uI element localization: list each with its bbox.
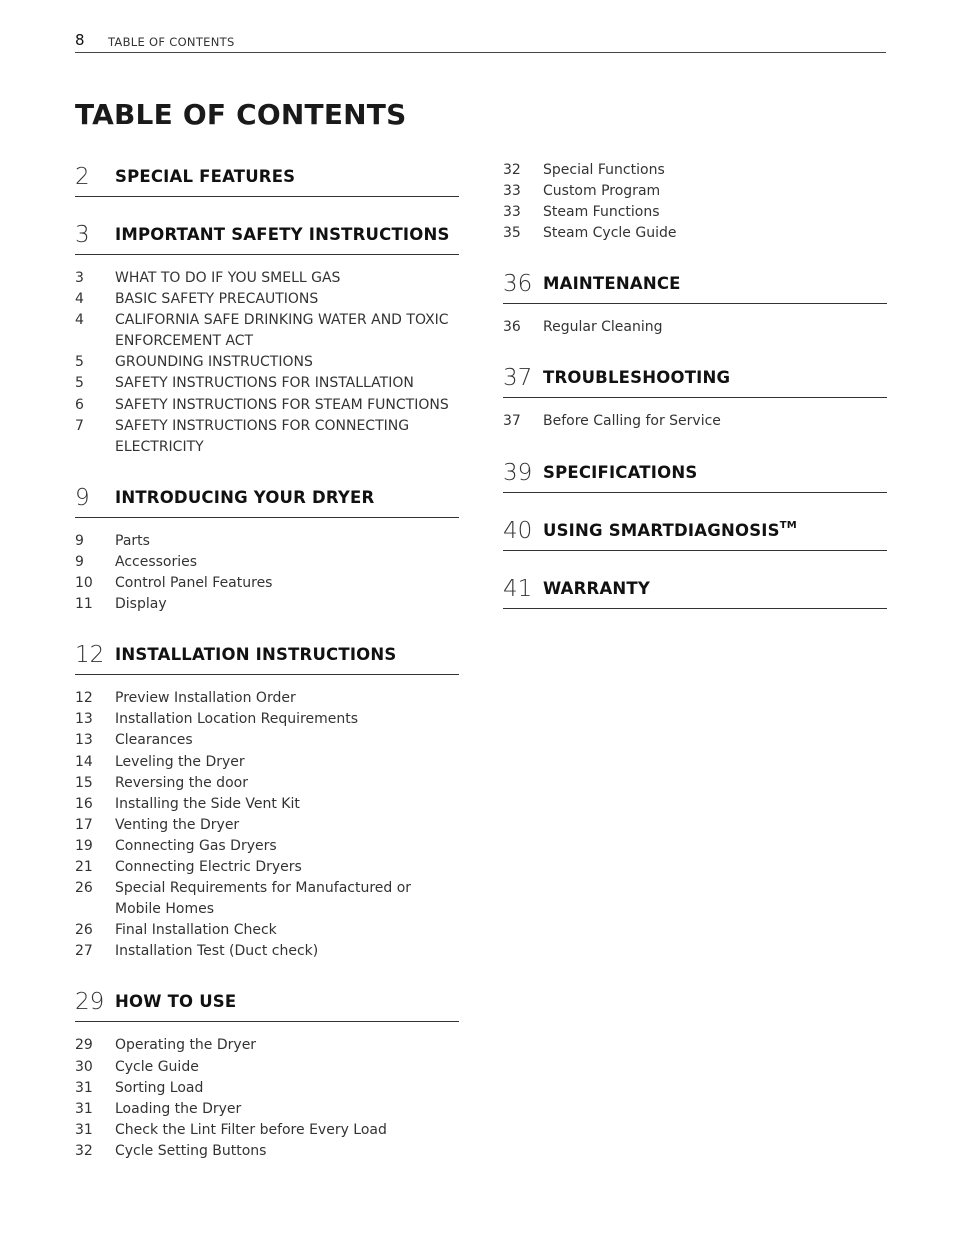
toc-section [503,572,887,630]
entry-title: Reversing the door [115,774,248,791]
toc-entry[interactable] [75,941,459,962]
section-title [543,578,650,608]
entry-page-number: 29 [75,1037,93,1054]
section-entry-list [75,1035,459,1162]
entry-title: Special Requirements for Manufactured or Mobile Homes [115,880,412,918]
entry-page-number: 3 [75,270,84,286]
entry-page-number: 31 [75,1121,93,1138]
entry-page-number: 9 [75,532,84,549]
section-page-number: 39 [503,459,533,486]
toc-entry[interactable] [75,594,459,615]
page-title: TABLE OF CONTENTS [75,98,407,131]
section-entry-list [75,688,459,962]
spacer [75,615,459,638]
toc-entry[interactable] [75,1057,459,1078]
toc-entry[interactable] [75,310,459,352]
toc-left-column [75,160,459,1185]
entry-page-number: 13 [75,732,93,749]
toc-entry[interactable] [75,878,459,920]
entry-page-number: 36 [503,319,521,336]
section-page-number: 12 [75,642,105,669]
entry-title: SAFETY INSTRUCTIONS FOR STEAM FUNCTIONS [115,396,449,413]
section-title [543,462,697,492]
section-title [115,166,295,196]
page-number: 8 [75,31,85,49]
section-title [115,224,450,254]
entry-title: WHAT TO DO IF YOU SMELL GAS [115,270,341,286]
spacer [503,244,887,267]
toc-entry[interactable] [503,411,887,432]
entry-page-number: 32 [503,162,521,178]
entry-title: Accessories [115,553,198,570]
entry-title: SAFETY INSTRUCTIONS FOR INSTALLATION [115,375,414,392]
entry-page-number: 12 [75,690,93,707]
toc-entry[interactable] [75,268,459,289]
toc-entry[interactable] [75,416,459,458]
section-heading[interactable] [75,218,459,255]
entry-page-number: 11 [75,596,93,613]
entry-title: CALIFORNIA SAFE DRINKING WATER AND TOXIC ENFORCEMENT ACT [115,312,449,350]
section-heading[interactable] [75,481,459,518]
section-heading[interactable] [503,456,887,493]
running-header [75,30,886,53]
entry-page-number: 15 [75,774,93,791]
entry-title: Control Panel Features [115,575,273,592]
entry-page-number: 33 [503,204,521,221]
entry-page-number: 37 [503,413,521,430]
entry-page-number: 26 [75,922,93,939]
entry-title: Custom Program [543,183,661,200]
entry-page-number: 30 [75,1058,93,1075]
entry-page-number: 5 [75,354,84,371]
toc-entry[interactable] [75,289,459,310]
toc-entry[interactable] [75,1120,459,1141]
toc-section [503,267,887,361]
section-title-text: INSTALLATION INSTRUCTIONS [115,645,397,665]
entry-page-number: 26 [75,880,93,897]
toc-entry[interactable] [75,752,459,773]
toc-entry[interactable] [75,395,459,416]
section-heading[interactable] [503,572,887,609]
toc-entry[interactable] [503,317,887,338]
toc-entry[interactable] [75,730,459,751]
section-title-text: SPECIFICATIONS [543,462,698,482]
toc-section [75,218,459,481]
toc-section [503,361,887,455]
entry-title: Operating the Dryer [115,1037,257,1054]
toc-section [503,514,887,572]
toc-entry[interactable] [75,794,459,815]
entry-title: Final Installation Check [115,922,277,939]
entry-title: Cycle Setting Buttons [115,1142,267,1159]
entry-title: Clearances [115,732,193,749]
section-page-number: 36 [503,271,533,298]
toc-section [75,985,459,1185]
section-title-text: SPECIAL FEATURES [115,167,296,186]
entry-page-number: 14 [75,753,93,770]
entry-page-number: 17 [75,816,93,833]
entry-title: Before Calling for Service [543,413,721,430]
spacer [75,458,459,481]
entry-page-number: 6 [75,396,84,413]
continued-entry-list [503,160,887,244]
toc-entry[interactable] [75,1141,459,1162]
entry-page-number: 5 [75,375,84,392]
toc-entry[interactable] [75,815,459,836]
section-page-number: 40 [503,517,533,544]
entry-title: Steam Cycle Guide [543,225,677,242]
entry-page-number: 10 [75,575,93,592]
section-heading[interactable] [75,160,459,197]
entry-title: Venting the Dryer [115,816,240,833]
section-entry-list [75,531,459,615]
toc-entry[interactable] [75,773,459,794]
running-title: TABLE OF CONTENTS [108,35,235,49]
entry-page-number: 16 [75,795,93,812]
toc-entry[interactable] [75,373,459,394]
section-page-number: 9 [75,484,90,511]
entry-title: BASIC SAFETY PRECAUTIONS [115,291,319,308]
entry-page-number: 9 [75,553,84,570]
section-heading[interactable] [75,985,459,1022]
section-page-number: 2 [75,164,90,190]
toc-entry[interactable] [75,688,459,709]
section-heading[interactable] [503,361,887,398]
section-page-number: 37 [503,365,533,392]
entry-page-number: 7 [75,417,84,434]
entry-title: Display [115,596,167,613]
spacer [75,197,459,218]
entry-title: GROUNDING INSTRUCTIONS [115,354,313,371]
toc-entry[interactable] [503,223,887,244]
entry-page-number: 13 [75,711,93,728]
toc-entry[interactable] [75,1099,459,1120]
spacer [503,493,887,514]
entry-page-number: 31 [75,1100,93,1117]
entry-title: Check the Lint Filter before Every Load [115,1121,387,1138]
section-entry-list [503,317,887,338]
section-title [543,273,681,303]
section-heading[interactable] [503,267,887,304]
toc-entry[interactable] [75,531,459,552]
entry-page-number: 33 [503,183,521,200]
entry-page-number: 21 [75,858,93,875]
section-page-number: 41 [503,575,533,602]
toc-entry[interactable] [75,352,459,373]
entry-page-number: 4 [75,312,84,329]
entry-page-number: 31 [75,1079,93,1096]
section-title-text: HOW TO USE [115,992,237,1012]
section-page-number: 29 [75,989,105,1016]
spacer [503,338,887,361]
section-entry-list [503,411,887,432]
toc-entry[interactable] [503,202,887,223]
entry-page-number: 27 [75,943,93,960]
toc-section [503,456,887,514]
section-title-text: IMPORTANT SAFETY INSTRUCTIONS [115,225,450,244]
section-page-number: 3 [75,222,90,248]
entry-title: SAFETY INSTRUCTIONS FOR CONNECTING ELECTRICITY [115,417,410,455]
section-title-text: MAINTENANCE [543,274,681,294]
spacer [75,1162,459,1185]
section-title [115,644,396,674]
trademark-mark: TM [779,519,797,531]
section-entry-list [75,268,459,458]
section-title [115,991,236,1021]
entry-page-number: 32 [75,1142,93,1159]
toc-entry[interactable] [503,160,887,181]
toc-entry[interactable] [75,573,459,594]
spacer [503,551,887,572]
entry-page-number: 19 [75,837,93,854]
entry-title: Installation Test (Duct check) [115,943,319,960]
toc-section [75,638,459,985]
entry-title: Loading the Dryer [115,1100,242,1117]
spacer [503,433,887,456]
entry-title: Installing the Side Vent Kit [115,795,300,812]
entry-title: Regular Cleaning [543,319,663,336]
spacer [503,609,887,630]
section-title-text: WARRANTY [543,578,651,598]
entry-page-number: 35 [503,225,521,242]
entry-title: Sorting Load [115,1079,204,1096]
toc-entry[interactable] [75,1078,459,1099]
spacer [75,962,459,985]
entry-title: Connecting Electric Dryers [115,858,302,875]
section-title [543,367,730,397]
section-title [543,515,797,550]
entry-page-number: 4 [75,291,84,308]
toc-entry[interactable] [503,181,887,202]
toc-section [75,481,459,638]
section-title [115,487,374,517]
toc-entry[interactable] [75,552,459,573]
toc-right-column [503,160,887,630]
toc-entry[interactable] [75,857,459,878]
toc-entry[interactable] [75,836,459,857]
section-heading[interactable] [75,638,459,675]
entry-title: Leveling the Dryer [115,753,245,770]
entry-title: Steam Functions [543,204,660,221]
entry-title: Special Functions [543,162,665,178]
entry-title: Preview Installation Order [115,690,296,707]
toc-section [75,160,459,218]
toc-entry[interactable] [75,709,459,730]
entry-title: Installation Location Requirements [115,711,358,728]
toc-entry[interactable] [75,1035,459,1056]
section-title-text: INTRODUCING YOUR DRYER [115,487,375,507]
section-title-text: USING SMARTDIAGNOSIS [543,520,780,540]
entry-title: Parts [115,532,150,549]
section-title-text: TROUBLESHOOTING [543,368,731,388]
toc-entry[interactable] [75,920,459,941]
entry-title: Cycle Guide [115,1058,199,1075]
entry-title: Connecting Gas Dryers [115,837,277,854]
section-heading[interactable] [503,514,887,551]
